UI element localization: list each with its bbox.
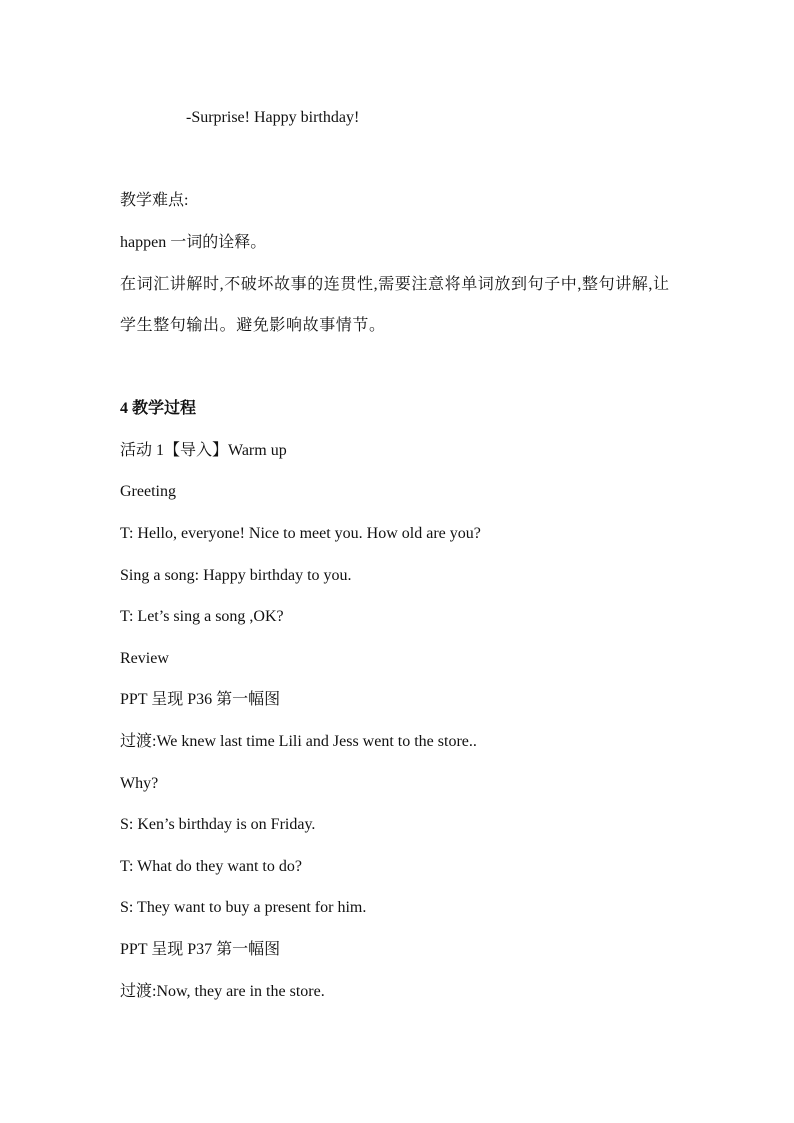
difficulty-heading: 教学难点:: [120, 192, 189, 209]
process-line: 过渡:We knew last time Lili and Jess went to the store..: [120, 733, 477, 750]
process-line: 过渡:Now, they are in the store.: [120, 983, 325, 1000]
process-line: S: They want to buy a present for him.: [120, 899, 367, 916]
process-line: Greeting: [120, 483, 176, 500]
process-line: PPT 呈现 P37 第一幅图: [120, 941, 281, 958]
activity-title: 活动 1【导入】Warm up: [120, 442, 287, 459]
process-heading: 4 教学过程: [120, 400, 197, 417]
process-line: Review: [120, 650, 169, 667]
process-line: Why?: [120, 775, 159, 792]
difficulty-paragraph: 在词汇讲解时,不破坏故事的连贯性,需要注意将单词放到句子中,整句讲解,让学生整句输出。避免影响故事情节。: [120, 276, 670, 334]
process-line: T: What do they want to do?: [120, 858, 302, 875]
difficulty-item: happen 一词的诠释。: [120, 234, 267, 251]
process-line: T: Hello, everyone! Nice to meet you. How old are you?: [120, 525, 481, 542]
dialogue-line: -Surprise! Happy birthday!: [186, 109, 360, 126]
process-line: T: Let’s sing a song ,OK?: [120, 608, 284, 625]
process-line: Sing a song: Happy birthday to you.: [120, 567, 352, 584]
process-line: PPT 呈现 P36 第一幅图: [120, 691, 281, 708]
process-line: S: Ken’s birthday is on Friday.: [120, 816, 316, 833]
